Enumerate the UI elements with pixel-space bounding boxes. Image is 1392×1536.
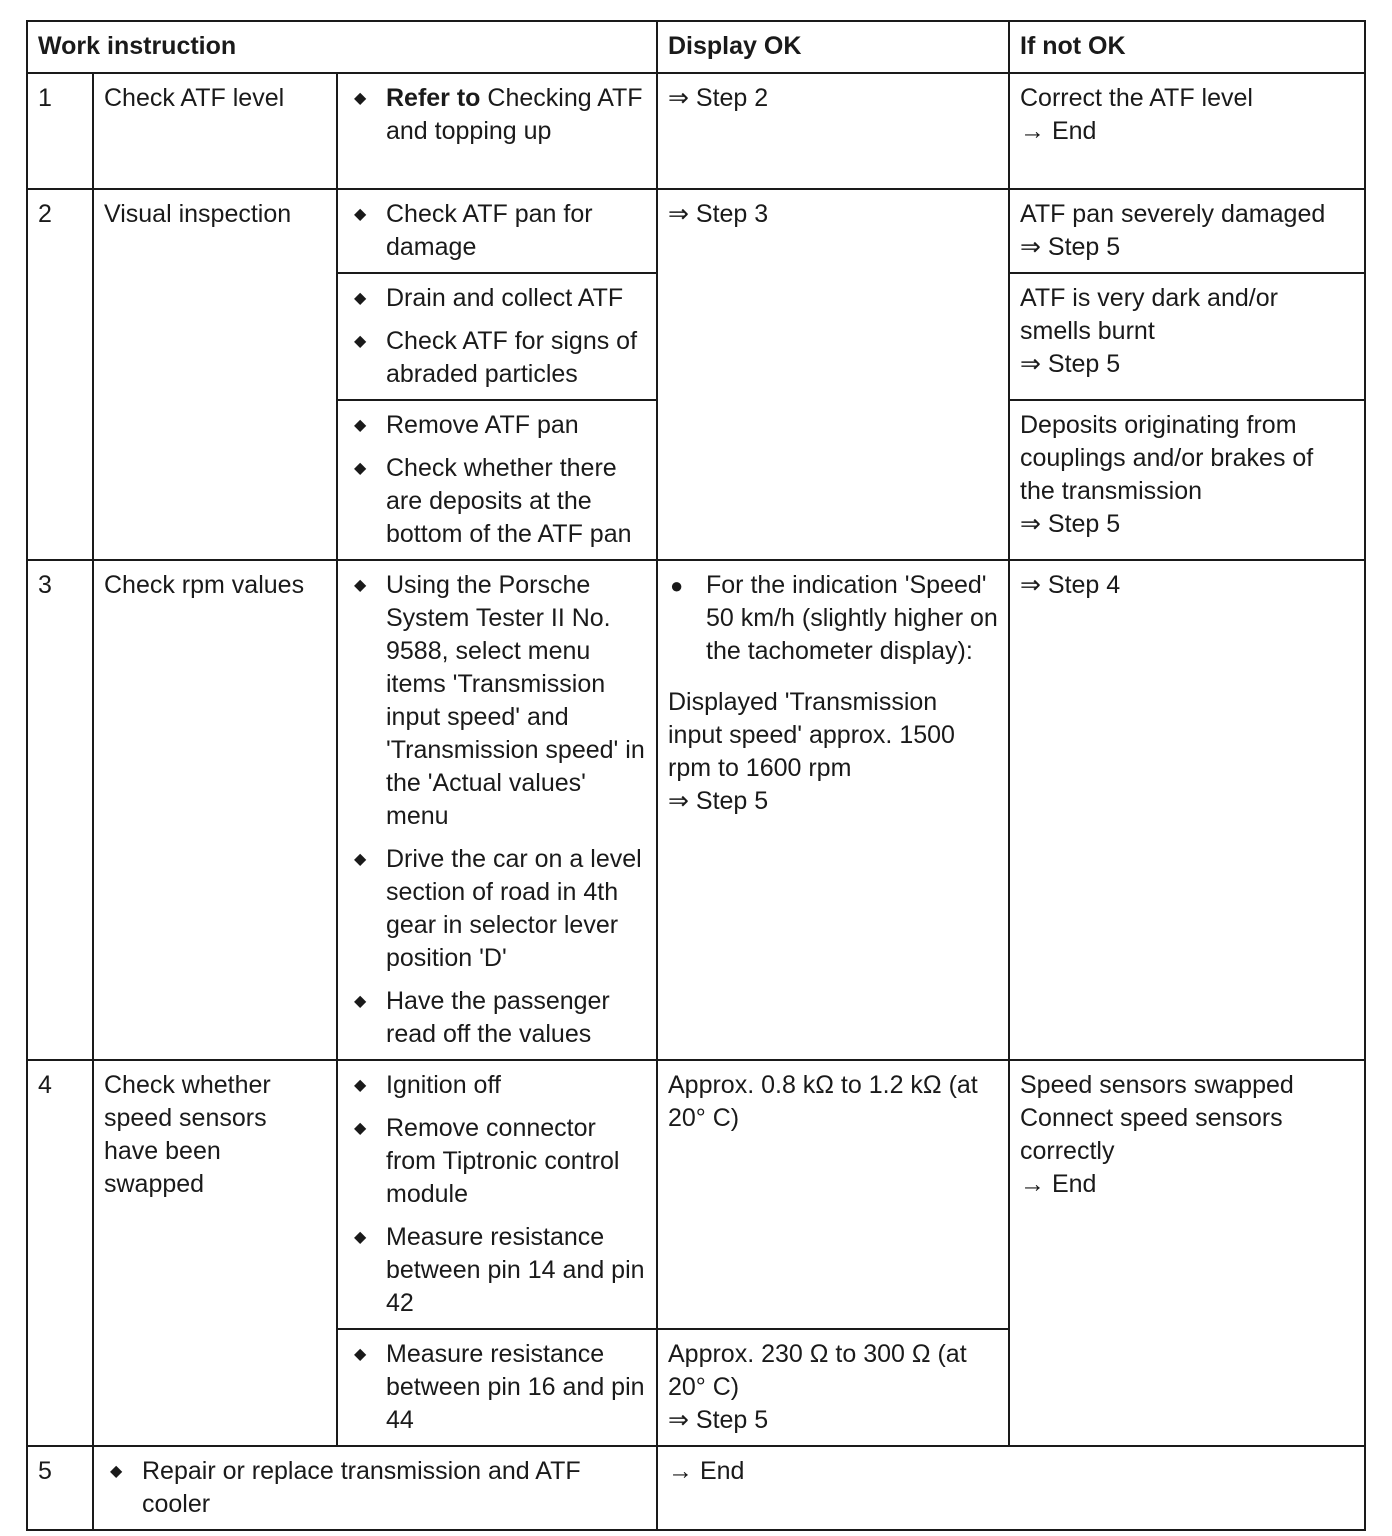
bullet-icon: ◆ [354, 206, 367, 223]
bullet-icon: ◆ [354, 460, 367, 477]
step-actions [337, 73, 657, 189]
list-item: ◆ Remove ATF pan [348, 409, 646, 442]
header-if-not-ok: If not OK [1009, 21, 1365, 73]
list-item: ◆ Drain and collect ATF [348, 282, 646, 315]
step-actions [337, 400, 657, 560]
if-not-ok-cell: Correct the ATF level → End [1009, 73, 1365, 189]
bullet-icon: ◆ [354, 333, 367, 350]
list-item: ◆ Remove connector from Tiptronic control module [354, 1114, 620, 1208]
header-display-ok: Display OK [657, 21, 1009, 73]
bullet-icon: ◆ [354, 1346, 367, 1363]
step-number: 2 [27, 189, 93, 560]
list-item: ◆ Repair or replace transmission and ATF cooler [110, 1457, 581, 1518]
step-row-5 [27, 1446, 1365, 1530]
step-number: 4 [27, 1060, 93, 1446]
step-number: 5 [27, 1446, 93, 1530]
list-item: ◆ Have the passenger read off the values [354, 987, 610, 1048]
bullet-dot-icon: ● [670, 573, 684, 598]
list-item: ◆ Check ATF pan for damage [354, 200, 593, 261]
display-ok-cell: ⇒ Step 2 [657, 73, 1009, 189]
step-number: 1 [27, 73, 93, 189]
list-item: ◆ Measure resistance between pin 14 and pin 42 [354, 1223, 645, 1317]
list-item: ◆ Check whether there are deposits at the bottom of the ATF pan [354, 454, 632, 548]
if-not-ok-cell: ATF is very dark and/or smells burnt ⇒ Step 5 [1009, 273, 1365, 400]
list-item: ◆ Ignition off [348, 1069, 646, 1102]
step-row-3 [27, 560, 1365, 1060]
step-row-4a [27, 1060, 1365, 1329]
step-actions [337, 189, 657, 273]
display-ok-cell: → End [657, 1446, 1365, 1530]
step-title: Visual inspection [93, 189, 337, 560]
bullet-icon: ◆ [354, 1120, 367, 1137]
step-title: Check whether speed sensors have been swapped [93, 1060, 337, 1446]
step-actions [337, 1329, 657, 1446]
step-row-1 [27, 73, 1365, 189]
bullet-icon: ◆ [354, 90, 367, 107]
step-title: Check ATF level [93, 73, 337, 189]
display-ok-cell: ● For the indication 'Speed' 50 km/h (slightly higher on the tachometer display): Displayed 'Transmission input speed' approx. 1500 rpm to 1600 rpm ⇒ Step 5 [657, 560, 1009, 1060]
step-number: 3 [27, 560, 93, 1060]
list-item: ◆ Measure resistance between pin 16 and pin 44 [354, 1340, 645, 1434]
list-item: ◆ Refer to Checking ATF and topping up [354, 84, 643, 145]
step-title: Check rpm values [93, 560, 337, 1060]
instruction-table [26, 20, 1366, 1531]
if-not-ok-cell: Deposits originating from couplings and/or brakes of the transmission ⇒ Step 5 [1009, 400, 1365, 560]
display-ok-cell: Approx. 230 Ω to 300 Ω (at 20° C) ⇒ Step 5 [657, 1329, 1009, 1446]
display-ok-cell: Approx. 0.8 kΩ to 1.2 kΩ (at 20° C) [657, 1060, 1009, 1329]
if-not-ok-cell: Speed sensors swapped Connect speed sensors correctly → End [1009, 1060, 1365, 1446]
bullet-icon: ◆ [354, 417, 367, 434]
display-bullet: ● For the indication 'Speed' 50 km/h (slightly higher on the tachometer display): [670, 571, 998, 665]
bullet-icon: ◆ [110, 1463, 123, 1480]
if-not-ok-cell: ATF pan severely damaged ⇒ Step 5 [1009, 189, 1365, 273]
step-actions [337, 1060, 657, 1329]
step-actions [337, 273, 657, 400]
bullet-icon: ◆ [354, 290, 367, 307]
display-ok-cell: ⇒ Step 3 [657, 189, 1009, 560]
if-not-ok-cell: ⇒ Step 4 [1009, 560, 1365, 1060]
list-item: ◆ Drive the car on a level section of road in 4th gear in selector lever position 'D' [354, 845, 642, 972]
bullet-icon: ◆ [354, 1229, 367, 1246]
header-row [27, 21, 1365, 73]
bullet-icon: ◆ [354, 851, 367, 868]
bullet-icon: ◆ [354, 993, 367, 1010]
list-item: ◆ Check ATF for signs of abraded particles [354, 327, 638, 388]
bullet-icon: ◆ [354, 1077, 367, 1094]
step-actions [337, 560, 657, 1060]
bullet-icon: ◆ [354, 577, 367, 594]
list-item: ◆ Using the Porsche System Tester II No. 9588, select menu items 'Transmission input speed' and 'Transmission speed' in the 'Actual values' menu [354, 571, 645, 830]
step-actions [93, 1446, 657, 1530]
step-row-2a [27, 189, 1365, 273]
header-work-instruction: Work instruction [27, 21, 657, 73]
